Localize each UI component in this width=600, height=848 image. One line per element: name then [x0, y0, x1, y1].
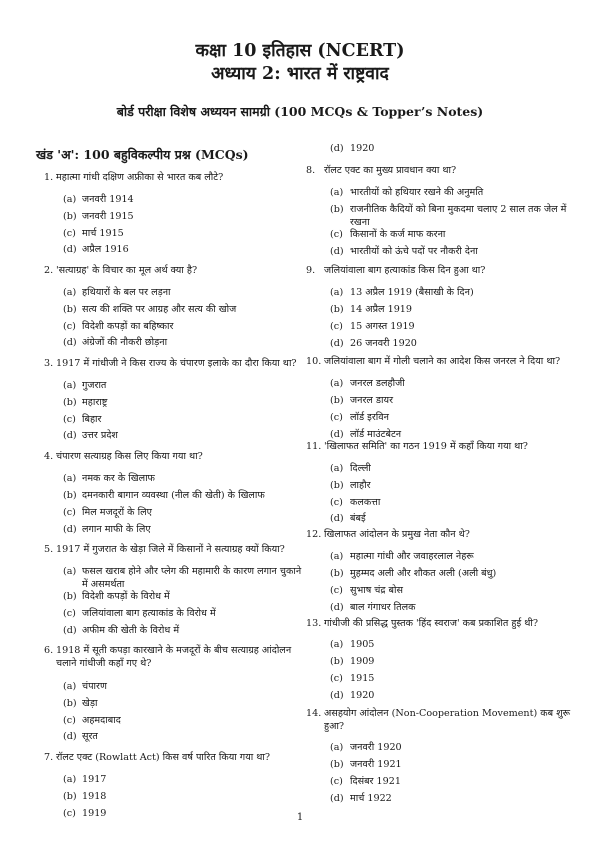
- option-text: कलकत्ता: [350, 497, 381, 508]
- question-text: 1917 में गुजरात के खेड़ा जिले में किसानों ने सत्याग्रह क्यों किया?: [56, 544, 285, 555]
- option-label: (d): [330, 602, 344, 613]
- option-label: (b): [330, 568, 344, 579]
- option-text: विदेशी कपड़ों का बहिष्कार: [82, 321, 174, 332]
- option-text: जनवरी 1915: [82, 211, 134, 222]
- option-text: अहमदाबाद: [82, 715, 121, 726]
- question-number: 10.: [306, 356, 322, 367]
- option-text: दमनकारी बागान व्यवस्था (नील की खेती) के खिलाफ: [82, 490, 265, 501]
- question-text: खिलाफत आंदोलन के प्रमुख नेता कौन थे?: [324, 529, 470, 540]
- option-label: (c): [330, 673, 343, 684]
- option-label: (c): [330, 321, 343, 332]
- question-text: गांधीजी की प्रसिद्ध पुस्तक 'हिंद स्वराज' कब प्रकाशित हुई थी?: [324, 618, 539, 629]
- question-text: महात्मा गांधी दक्षिण अफ्रीका से भारत कब लौटे?: [56, 172, 224, 183]
- question-number: 13.: [306, 618, 322, 629]
- option-label: (d): [63, 524, 77, 535]
- option-label: (b): [330, 480, 344, 491]
- option-text-continued: रखना: [350, 217, 370, 228]
- question-text: 'सत्याग्रह' के विचार का मूल अर्थ क्या है?: [56, 265, 198, 276]
- option-text: दिसंबर 1921: [350, 776, 401, 787]
- option-text: 26 जनवरी 1920: [350, 338, 417, 349]
- option-label: (b): [63, 698, 77, 709]
- option-text: लॉर्ड इरविन: [350, 412, 389, 423]
- option-text: 1920: [350, 690, 375, 701]
- question-number: 3.: [44, 358, 54, 369]
- option-text: सूरत: [82, 731, 98, 742]
- option-text: भारतीयों को ऊंचे पदों पर नौकरी देना: [350, 246, 478, 257]
- option-label: (b): [330, 656, 344, 667]
- question-text: जलियांवाला बाग में गोली चलाने का आदेश किस जनरल ने दिया था?: [324, 356, 561, 367]
- option-text: 1919: [82, 808, 107, 819]
- option-text: 1918: [82, 791, 107, 802]
- option-text: महाराष्ट्र: [82, 397, 108, 408]
- option-text: लगान माफी के लिए: [82, 524, 151, 535]
- question-text: जलियांवाला बाग हत्याकांड किस दिन हुआ था?: [324, 265, 486, 276]
- question-text: 'खिलाफत समिति' का गठन 1919 में कहाँ किया गया था?: [324, 441, 528, 452]
- question-number: 5.: [44, 544, 54, 555]
- option-text: चंपारण: [82, 681, 107, 692]
- option-text: मिल मजदूरों के लिए: [82, 507, 152, 518]
- option-label: (b): [63, 397, 77, 408]
- option-label: (a): [63, 774, 77, 785]
- option-text: विदेशी कपड़ों के विरोध में: [82, 591, 170, 602]
- option-text: दिल्ली: [350, 463, 371, 474]
- option-text: लॉर्ड माउंटबेटन: [350, 429, 402, 440]
- option-text: जनवरी 1921: [350, 759, 402, 770]
- question-number: 6.: [44, 645, 54, 656]
- option-label: (b): [63, 490, 77, 501]
- option-label: (d): [330, 429, 344, 440]
- chapter-title: अध्याय 2: भारत में राष्ट्रवाद: [211, 64, 389, 84]
- question-number: 14.: [306, 708, 322, 719]
- question-text: चलाने गांधीजी कहाँ गए थे?: [56, 658, 152, 669]
- option-text: 15 अगस्त 1919: [350, 321, 415, 332]
- option-text: लाहौर: [350, 480, 371, 491]
- option-label: (c): [63, 608, 76, 619]
- option-text: जनवरी 1914: [82, 194, 134, 205]
- option-label: (d): [330, 513, 344, 524]
- option-text: 1915: [350, 673, 375, 684]
- option-label: (c): [63, 414, 76, 425]
- option-label: (d): [330, 338, 344, 349]
- option-text: जनरल डायर: [350, 395, 394, 406]
- option-text-continued: में असमर्थता: [82, 579, 125, 590]
- option-label: (a): [330, 551, 344, 562]
- question-text: रॉलट एक्ट का मुख्य प्रावधान क्या था?: [324, 165, 457, 176]
- option-text: 1909: [350, 656, 375, 667]
- option-label: (b): [63, 791, 77, 802]
- option-label: (d): [63, 430, 77, 441]
- option-label: (b): [63, 211, 77, 222]
- option-label: (a): [330, 287, 344, 298]
- option-text: खेड़ा: [82, 698, 98, 709]
- option-text: मार्च 1915: [82, 228, 124, 239]
- option-label: (a): [63, 287, 77, 298]
- option-label: (a): [63, 566, 77, 577]
- option-label: (b): [63, 304, 77, 315]
- option-label: (c): [330, 776, 343, 787]
- question-number: 1.: [44, 172, 54, 183]
- option-text: जलियांवाला बाग हत्याकांड के विरोध में: [82, 608, 216, 619]
- option-label: (a): [330, 639, 344, 650]
- option-label: (c): [330, 412, 343, 423]
- option-text: बिहार: [82, 414, 102, 425]
- option-text: मार्च 1922: [350, 793, 392, 804]
- option-label: (c): [63, 228, 76, 239]
- option-text: भारतीयों को हथियार रखने की अनुमति: [350, 187, 484, 198]
- option-text: अप्रैल 1916: [82, 244, 129, 255]
- option-label: (a): [63, 681, 77, 692]
- option-text: जनवरी 1920: [350, 742, 402, 753]
- option-label: (b): [330, 304, 344, 315]
- option-label: (d): [63, 337, 77, 348]
- option-label: (d): [330, 246, 344, 257]
- option-text: हथियारों के बल पर लड़ना: [82, 287, 171, 298]
- option-text: बंबई: [350, 513, 366, 524]
- question-number: 2.: [44, 265, 54, 276]
- option-text: 1917: [82, 774, 107, 785]
- option-label: (a): [63, 473, 77, 484]
- option-text: गुजरात: [82, 380, 107, 391]
- option-label: (c): [330, 229, 343, 240]
- option-text: 1920: [350, 143, 375, 154]
- option-text: उत्तर प्रदेश: [82, 430, 118, 441]
- section-heading: खंड 'अ': 100 बहुविकल्पीय प्रश्न (MCQs): [36, 147, 249, 162]
- question-number: 4.: [44, 451, 54, 462]
- option-label: (d): [330, 143, 344, 154]
- document-subtitle: बोर्ड परीक्षा विशेष अध्ययन सामग्री (100 MCQs & Topper’s Notes): [116, 104, 484, 119]
- option-label: (a): [330, 378, 344, 389]
- option-text: बाल गंगाधर तिलक: [350, 602, 416, 613]
- option-label: (d): [63, 244, 77, 255]
- option-label: (c): [330, 497, 343, 508]
- option-label: (b): [330, 759, 344, 770]
- option-text: सत्य की शक्ति पर आग्रह और सत्य की खोज: [82, 304, 237, 315]
- option-text: सुभाष चंद्र बोस: [350, 585, 403, 596]
- question-number: 9.: [306, 265, 316, 276]
- option-label: (b): [63, 591, 77, 602]
- option-text: 14 अप्रैल 1919: [350, 304, 413, 315]
- document-title: कक्षा 10 इतिहास (NCERT): [195, 41, 405, 61]
- option-label: (b): [330, 395, 344, 406]
- question-text: रॉलट एक्ट (Rowlatt Act) किस वर्ष पारित किया गया था?: [56, 752, 271, 763]
- option-label: (c): [63, 808, 76, 819]
- option-label: (a): [330, 742, 344, 753]
- question-number: 8.: [306, 165, 316, 176]
- option-label: (d): [63, 625, 77, 636]
- option-label: (d): [63, 731, 77, 742]
- option-label: (c): [63, 321, 76, 332]
- page-number: 1: [296, 812, 304, 823]
- option-label: (a): [330, 187, 344, 198]
- option-text: अंग्रेजों की नौकरी छोड़ना: [82, 337, 168, 348]
- option-label: (d): [330, 793, 344, 804]
- option-label: (c): [63, 715, 76, 726]
- question-text: चंपारण सत्याग्रह किस लिए किया गया था?: [56, 451, 203, 462]
- question-text: असहयोग आंदोलन (Non-Cooperation Movement) कब शुरू: [324, 708, 571, 719]
- question-number: 12.: [306, 529, 322, 540]
- option-label: (a): [63, 380, 77, 391]
- option-label: (d): [330, 690, 344, 701]
- option-text: महात्मा गांधी और जवाहरलाल नेहरू: [350, 551, 474, 562]
- option-text: मुहम्मद अली और शौकत अली (अली बंधु): [350, 568, 497, 579]
- option-label: (a): [330, 463, 344, 474]
- option-label: (c): [330, 585, 343, 596]
- option-text: जनरल डलहौजी: [350, 378, 405, 389]
- option-label: (b): [330, 204, 344, 215]
- option-text: अफीम की खेती के विरोध में: [82, 625, 180, 636]
- option-label: (c): [63, 507, 76, 518]
- question-text: 1917 में गांधीजी ने किस राज्य के चंपारण इलाके का दौरा किया था?: [56, 358, 297, 369]
- option-text: नमक कर के खिलाफ: [82, 473, 155, 484]
- option-text: फसल खराब होने और प्लेग की महामारी के कारण लगान चुकाने: [82, 566, 302, 577]
- option-text: राजनीतिक कैदियों को बिना मुकदमा चलाए 2 साल तक जेल में: [350, 204, 567, 215]
- option-text: किसानों के कर्ज माफ करना: [350, 229, 446, 240]
- option-text: 13 अप्रैल 1919 (बैसाखी के दिन): [350, 287, 474, 298]
- question-text: 1918 में सूती कपड़ा कारखाने के मजदूरों के बीच सत्याग्रह आंदोलन: [56, 645, 292, 656]
- option-text: 1905: [350, 639, 375, 650]
- question-text: हुआ?: [324, 721, 345, 732]
- option-label: (a): [63, 194, 77, 205]
- question-number: 11.: [306, 441, 322, 452]
- question-number: 7.: [44, 752, 54, 763]
